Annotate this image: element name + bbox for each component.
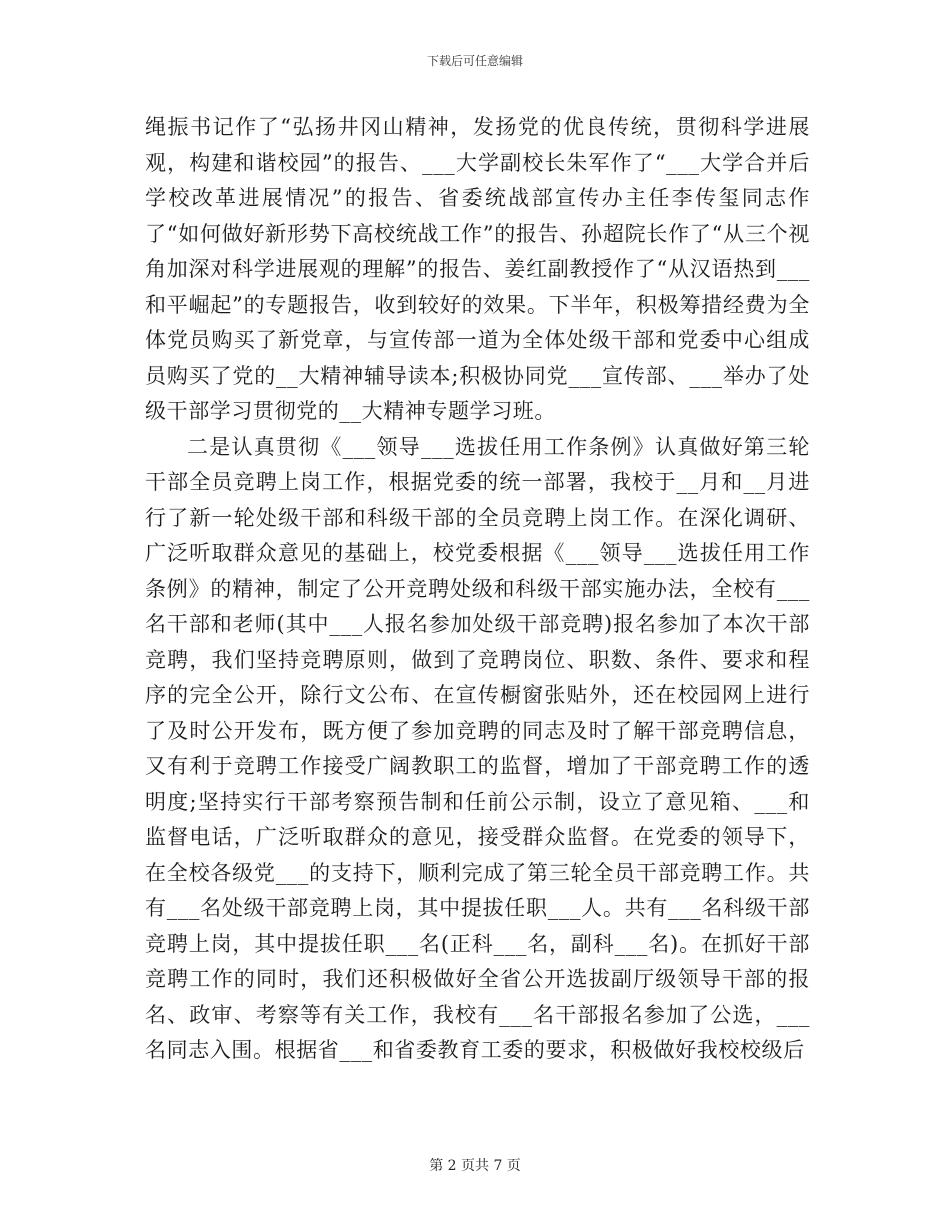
page-number-footer: 第 2 页共 7 页	[429, 1158, 521, 1174]
document-body	[145, 110, 810, 1069]
paragraph-1: 绳振书记作了“弘扬井冈山精神，发扬党的优良传统，贯彻科学进展观，构建和谐校园”的报告、___大学副校长朱军作了“___大学合并后学校改革进展情况”的报告、省委统战部宣传办主任李传玺同志作了“如何做好新形势下高校统战工作”的报告、孙超院长作了“从三个视角加深对科学进展观的理解”的报告、姜红副教授作了“从汉语热到___和平崛起”的专题报告，收到较好的效果。下半年，积极筹措经费为全体党员购买了新党章，与宣传部一道为全体处级干部和党委中心组成员购买了党的__大精神辅导读本;积极协同党___宣传部、___举办了处级干部学习贯彻党的__大精神专题学习班。	[145, 115, 810, 423]
paragraph-2: 二是认真贯彻《___领导___选拔任用工作条例》认真做好第三轮干部全员竞聘上岗工作，根据党委的统一部署，我校于__月和__月进行了新一轮处级干部和科级干部的全员竞聘上岗工作。在深化调研、广泛听取群众意见的基础上，校党委根据《___领导___选拔任用工作条例》的精神，制定了公开竞聘处级和科级干部实施办法，全校有___名干部和老师(其中___人报名参加处级干部竞聘)报名参加了本次干部竞聘，我们坚持竞聘原则，做到了竞聘岗位、职数、条件、要求和程序的完全公开，除行文公布、在宣传橱窗张贴外，还在校园网上进行了及时公开发布，既方便了参加竞聘的同志及时了解干部竞聘信息，又有利于竞聘工作接受广阔教职工的监督，增加了干部竞聘工作的透明度;坚持实行干部考察预告制和任前公示制，设立了意见箱、___和监督电话，广泛听取群众的意见，接受群众监督。在党委的领导下，在全校各级党___的支持下，顺利完成了第三轮全员干部竞聘工作。共有___名处级干部竞聘上岗，其中提拔任职___人。共有___名科级干部竞聘上岗，其中提拔任职___名(正科___名，副科___名)。在抓好干部竞聘工作的同时，我们还积极做好全省公开选拔副厅级领导干部的报名、政审、考察等有关工作，我校有___名干部报名参加了公选，___名同志入围。根据省___和省委教育工委的要求，积极做好我校校级后	[145, 434, 810, 1062]
page-header-note: 下载后可任意编辑	[426, 54, 523, 68]
